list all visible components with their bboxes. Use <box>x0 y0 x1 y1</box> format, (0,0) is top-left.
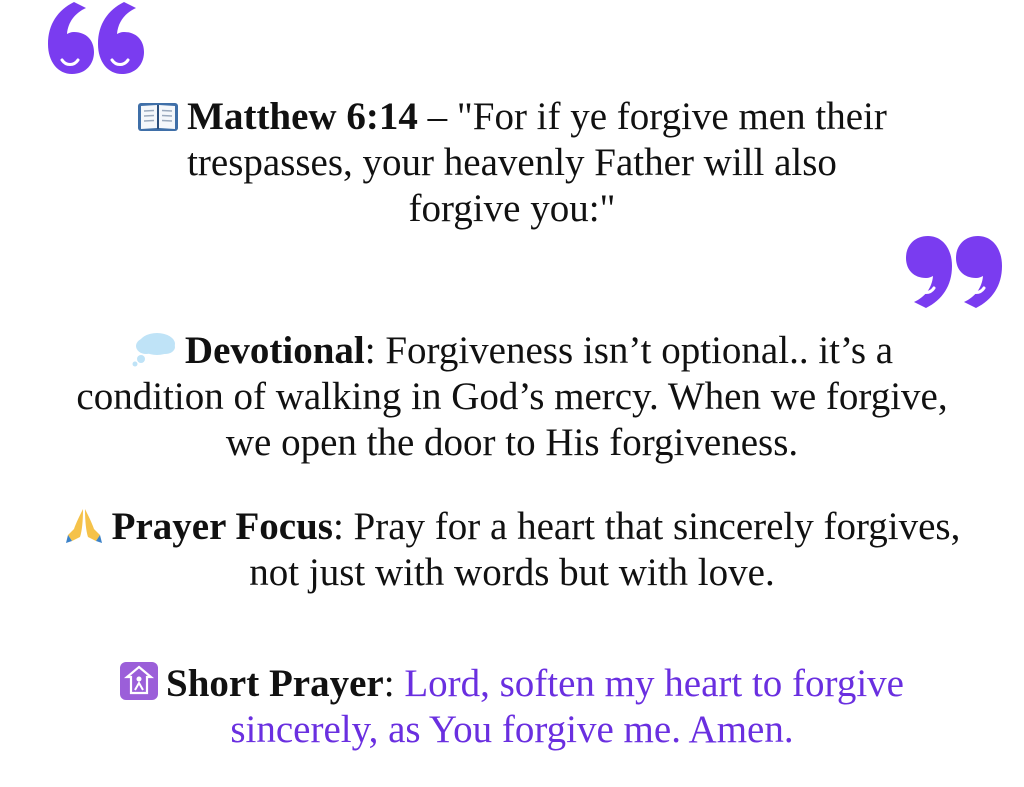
prayer-focus-text-1: Pray for a heart that sincerely forgives, <box>353 505 961 548</box>
praying-hands-icon <box>64 507 104 543</box>
devotional-text-1: Forgiveness isn’t optional.. it’s a <box>385 329 894 372</box>
verse-line-1 <box>0 94 1024 140</box>
devotional-line-2: condition of walking in God’s mercy. When we forgive, <box>76 375 948 418</box>
verse-line-2: trespasses, your heavenly Father will also <box>187 141 837 184</box>
devotional-label: Devotional <box>184 329 365 372</box>
short-prayer-colon: : <box>383 662 405 705</box>
place-of-worship-icon <box>120 662 158 700</box>
verse-line-3: forgive you:" <box>408 187 616 230</box>
short-prayer-line-2: sincerely, as You forgive me. Amen. <box>230 708 794 751</box>
prayer-focus-block <box>0 504 1024 596</box>
verse-block <box>0 94 1024 232</box>
verse-separator: – <box>417 95 457 138</box>
thought-bubble-icon <box>131 331 177 367</box>
short-prayer-block <box>0 661 1024 753</box>
prayer-focus-line-2: not just with words but with love. <box>249 551 775 594</box>
short-prayer-text-1: Lord, soften my heart to forgive <box>404 662 904 705</box>
open-book-icon <box>137 101 179 133</box>
verse-reference: Matthew 6:14 <box>187 95 418 138</box>
short-prayer-line-1 <box>0 661 1024 707</box>
devotional-colon: : <box>364 329 386 372</box>
prayer-focus-label: Prayer Focus <box>111 505 333 548</box>
open-quote-icon <box>44 2 146 78</box>
devotional-block <box>0 328 1024 466</box>
devotional-line-3: we open the door to His forgiveness. <box>225 421 799 464</box>
prayer-focus-line-1 <box>0 504 1024 550</box>
devotional-line-1 <box>0 328 1024 374</box>
close-quote-icon <box>904 226 1006 308</box>
prayer-focus-colon: : <box>332 505 354 548</box>
short-prayer-label: Short Prayer <box>166 662 384 705</box>
verse-text-1: "For if ye forgive men their <box>456 95 887 138</box>
